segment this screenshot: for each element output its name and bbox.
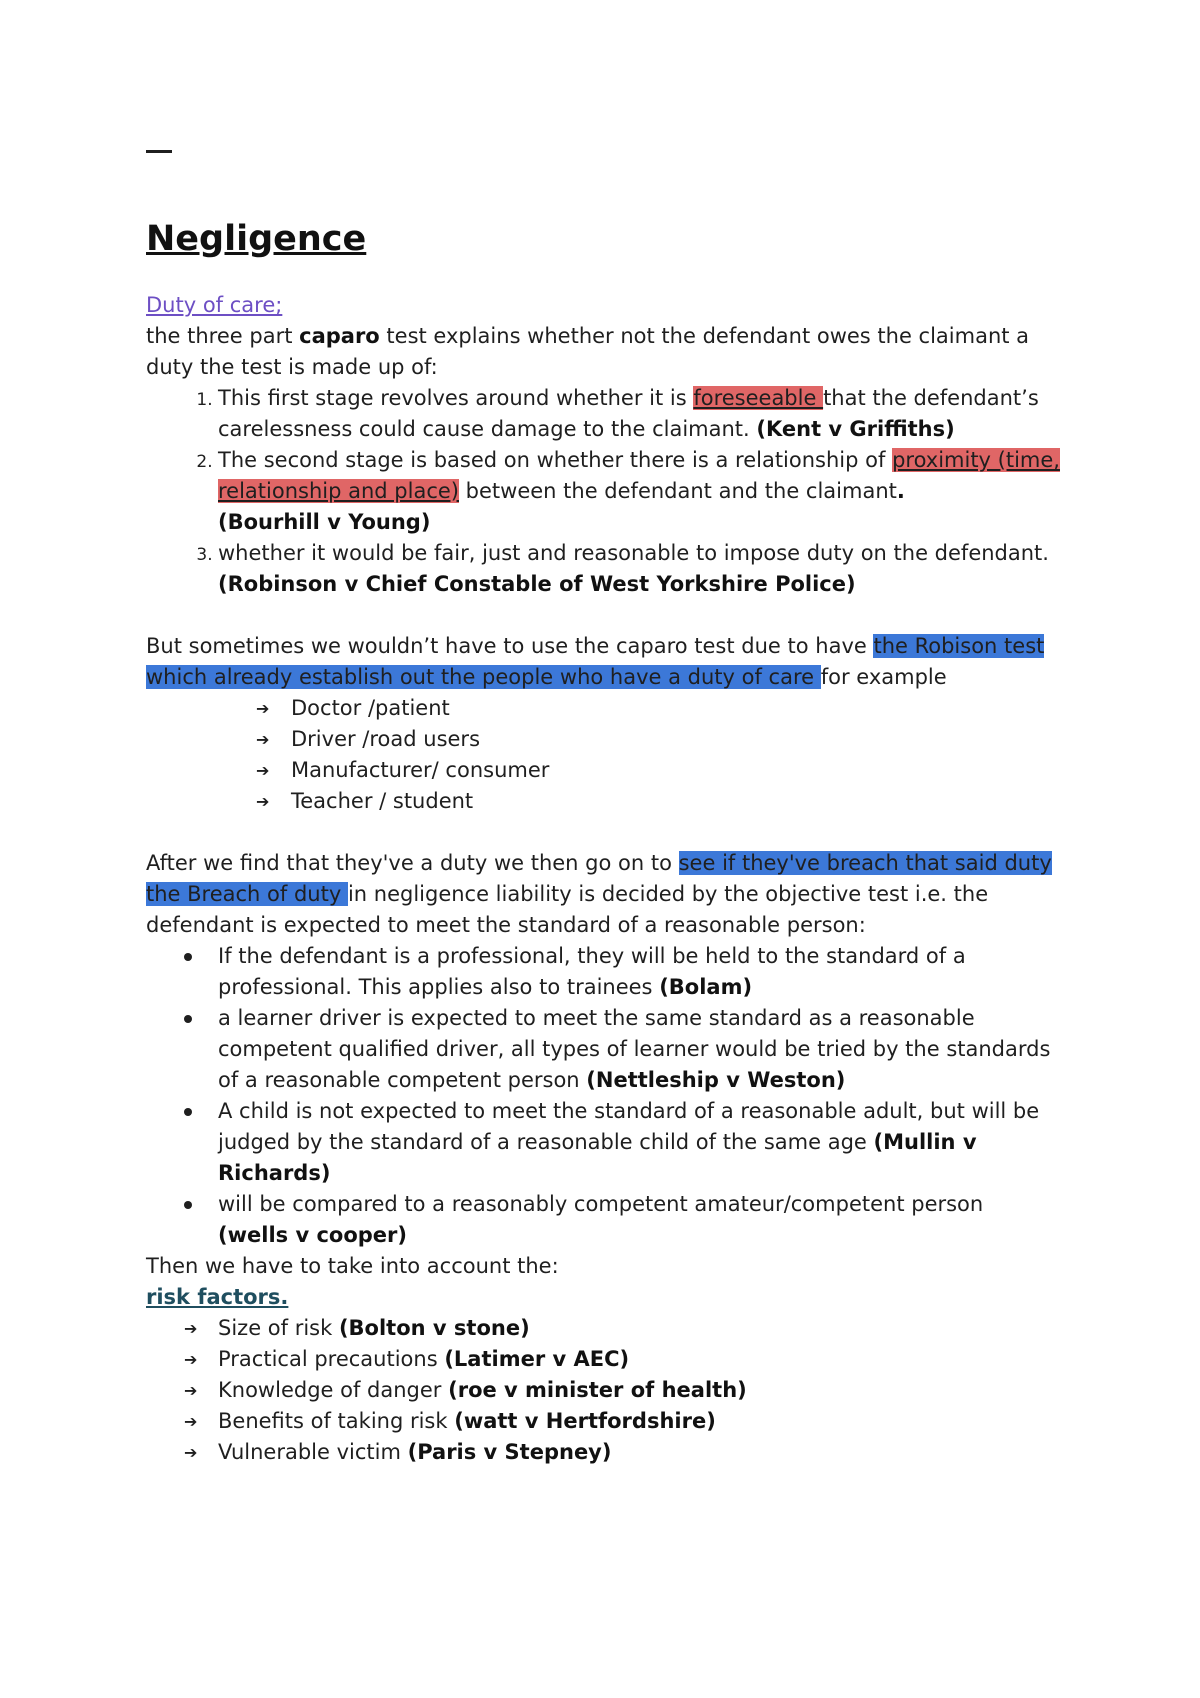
arrow-right-icon: ➔ [256,792,270,811]
breach-paragraph: After we find that they've a duty we then go on to see if they've breach that said duty the Breach of duty in negligence liability is decided by the objective test i.e. the defendant is expected to meet the standard of a reasonable person: [146,851,1052,937]
highlight: see if they've breach that said duty the Breach of duty [146,851,1052,906]
case-citation: (wells v cooper) [218,1223,407,1247]
bullet-dot-icon [184,1201,192,1209]
arrow-right-icon: ➔ [256,699,270,718]
highlight: foreseeable [693,386,824,410]
case-citation: (Bourhill v Young) [218,510,431,534]
list-item: a learner driver is expected to meet the same standard as a reasonable competent qualified driver, all types of learner would be tried by the standards of a reasonable competent person (Nettleship v Weston) [146,1003,1076,1096]
list-item: If the defendant is a professional, they will be held to the standard of a professional. This applies also to trainees (Bolam) [146,941,1076,1003]
risk-heading: risk factors. [146,1285,289,1309]
arrow-right-icon: ➔ [184,1350,198,1369]
list-item: A child is not expected to meet the standard of a reasonable adult, but will be judged by the standard of a reasonable child of the same age (Mullin v Richards) [146,1096,1076,1189]
breach-closing: Then we have to take into account the: [146,1254,559,1278]
highlight: proximity (time, relationship and place) [218,448,1060,503]
horizontal-rule [146,150,172,153]
bullet-dot-icon [184,1015,192,1023]
list-item: ➔ Benefits of taking risk (watt v Hertfordshire) [146,1406,1076,1437]
arrow-right-icon: ➔ [184,1381,198,1400]
duty-intro: the three part caparo test explains whether not the defendant owes the claimant a duty the test is made up of: [146,324,1030,379]
list-item: 2. The second stage is based on whether there is a relationship of proximity (time, relationship and place) between the defendant and the claimant. (Bourhill v Young) [218,445,1076,538]
list-item: ➔ Size of risk (Bolton v stone) [146,1313,1076,1344]
list-item: 1. This first stage revolves around whether it is foreseeable that the defendant’s carelessness could cause damage to the claimant. (Kent v Griffiths) [218,383,1076,445]
list-item: ➔ Vulnerable victim (Paris v Stepney) [146,1437,1076,1468]
list-item: ➔ Manufacturer/ consumer [146,755,1076,786]
case-citation: (Paris v Stepney) [407,1440,612,1464]
case-citation: (Robinson v Chief Constable of West Yorkshire Police) [218,572,856,596]
list-item: ➔ Practical precautions (Latimer v AEC) [146,1344,1076,1375]
robison-paragraph: But sometimes we wouldn’t have to use the caparo test due to have the Robison test which already establish out the people who have a duty of care for example [146,634,1045,689]
list-item: ➔ Driver /road users [146,724,1076,755]
page-title: Negligence [146,219,367,259]
highlight: the Robison test which already establish out the people who have a duty of care [146,634,1045,689]
arrow-right-icon: ➔ [256,730,270,749]
case-citation: (roe v minister of health) [448,1378,747,1402]
arrow-right-icon: ➔ [184,1443,198,1462]
case-citation: (watt v Hertfordshire) [454,1409,716,1433]
caparo-stages-list [146,383,1076,600]
breach-standards-list [146,941,1076,1251]
list-item: 3. whether it would be fair, just and reasonable to impose duty on the defendant. (Robinson v Chief Constable of West Yorkshire Police) [218,538,1076,600]
arrow-right-icon: ➔ [256,761,270,780]
list-item: will be compared to a reasonably competent amateur/competent person (wells v cooper) [146,1189,1076,1251]
bullet-dot-icon [184,1108,192,1116]
bullet-dot-icon [184,953,192,961]
case-citation: (Bolam) [659,975,753,999]
case-citation: (Kent v Griffiths) [756,417,955,441]
case-citation: (Bolton v stone) [338,1316,530,1340]
case-citation: (Latimer v AEC) [444,1347,630,1371]
duty-relationships-list [146,693,1076,817]
arrow-right-icon: ➔ [184,1412,198,1431]
case-citation: (Nettleship v Weston) [586,1068,846,1092]
risk-factors-list [146,1313,1076,1468]
document-body [146,214,1076,1468]
list-item: ➔ Doctor /patient [146,693,1076,724]
list-item: ➔ Knowledge of danger (roe v minister of health) [146,1375,1076,1406]
case-citation: (Mullin v Richards) [218,1130,977,1185]
list-item: ➔ Teacher / student [146,786,1076,817]
duty-heading: Duty of care; [146,293,283,317]
arrow-right-icon: ➔ [184,1319,198,1338]
